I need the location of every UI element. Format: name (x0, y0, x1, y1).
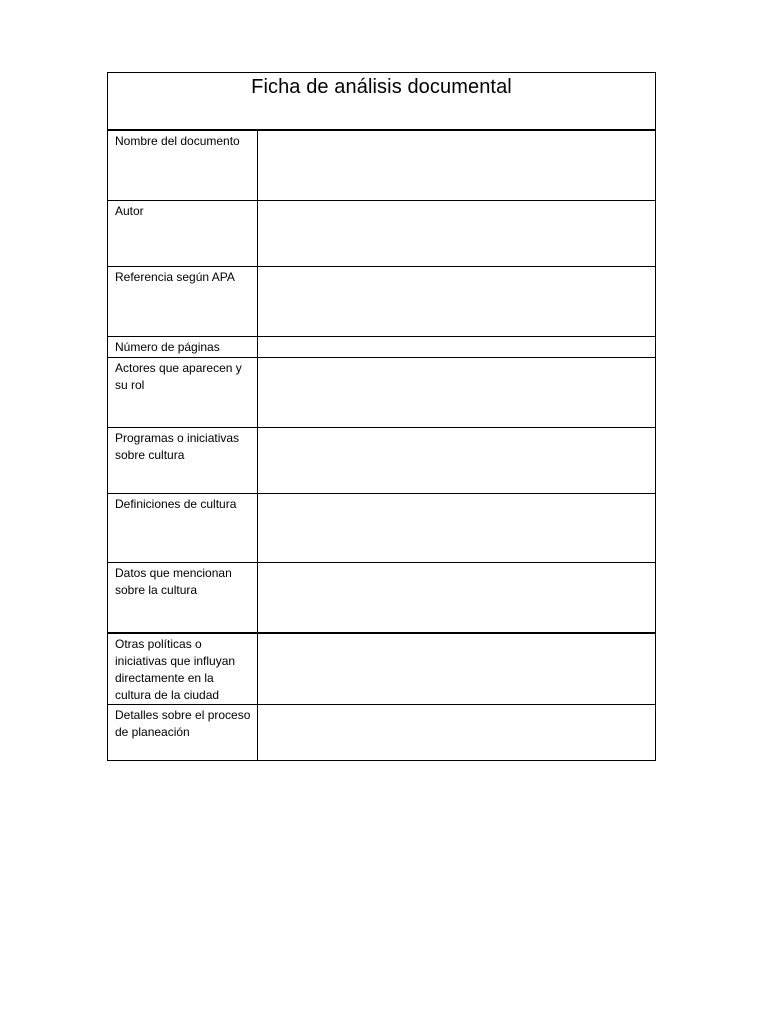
row-referencia-apa (108, 267, 655, 337)
row-label: Definiciones de cultura (108, 494, 258, 562)
row-label: Detalles sobre el proceso de planeación (108, 705, 258, 760)
title-row (108, 73, 655, 131)
row-label: Otras políticas o iniciativas que influyan directamente en la cultura de la ciudad (108, 634, 258, 704)
row-nombre-del-documento (108, 131, 655, 201)
row-datos (108, 563, 655, 634)
row-value-field[interactable] (258, 201, 655, 266)
row-definiciones (108, 494, 655, 563)
row-detalles (108, 705, 655, 760)
row-numero-de-paginas (108, 337, 655, 358)
row-value-field[interactable] (258, 705, 655, 760)
row-value-field[interactable] (258, 358, 655, 427)
row-label: Referencia según APA (108, 267, 258, 336)
row-label: Nombre del documento (108, 131, 258, 200)
row-label: Número de páginas (108, 337, 258, 357)
row-label: Datos que mencionan sobre la cultura (108, 563, 258, 632)
row-label: Programas o iniciativas sobre cultura (108, 428, 258, 493)
row-actores (108, 358, 655, 428)
row-programas (108, 428, 655, 494)
row-otras-politicas (108, 634, 655, 705)
row-value-field[interactable] (258, 267, 655, 336)
row-label: Autor (108, 201, 258, 266)
row-value-field[interactable] (258, 494, 655, 562)
row-autor (108, 201, 655, 267)
row-value-field[interactable] (258, 428, 655, 493)
row-value-field[interactable] (258, 337, 655, 357)
row-value-field[interactable] (258, 634, 655, 704)
row-value-field[interactable] (258, 563, 655, 632)
analysis-form-table (107, 72, 656, 761)
row-label: Actores que aparecen y su rol (108, 358, 258, 427)
row-value-field[interactable] (258, 131, 655, 200)
form-title: Ficha de análisis documental (251, 76, 512, 98)
